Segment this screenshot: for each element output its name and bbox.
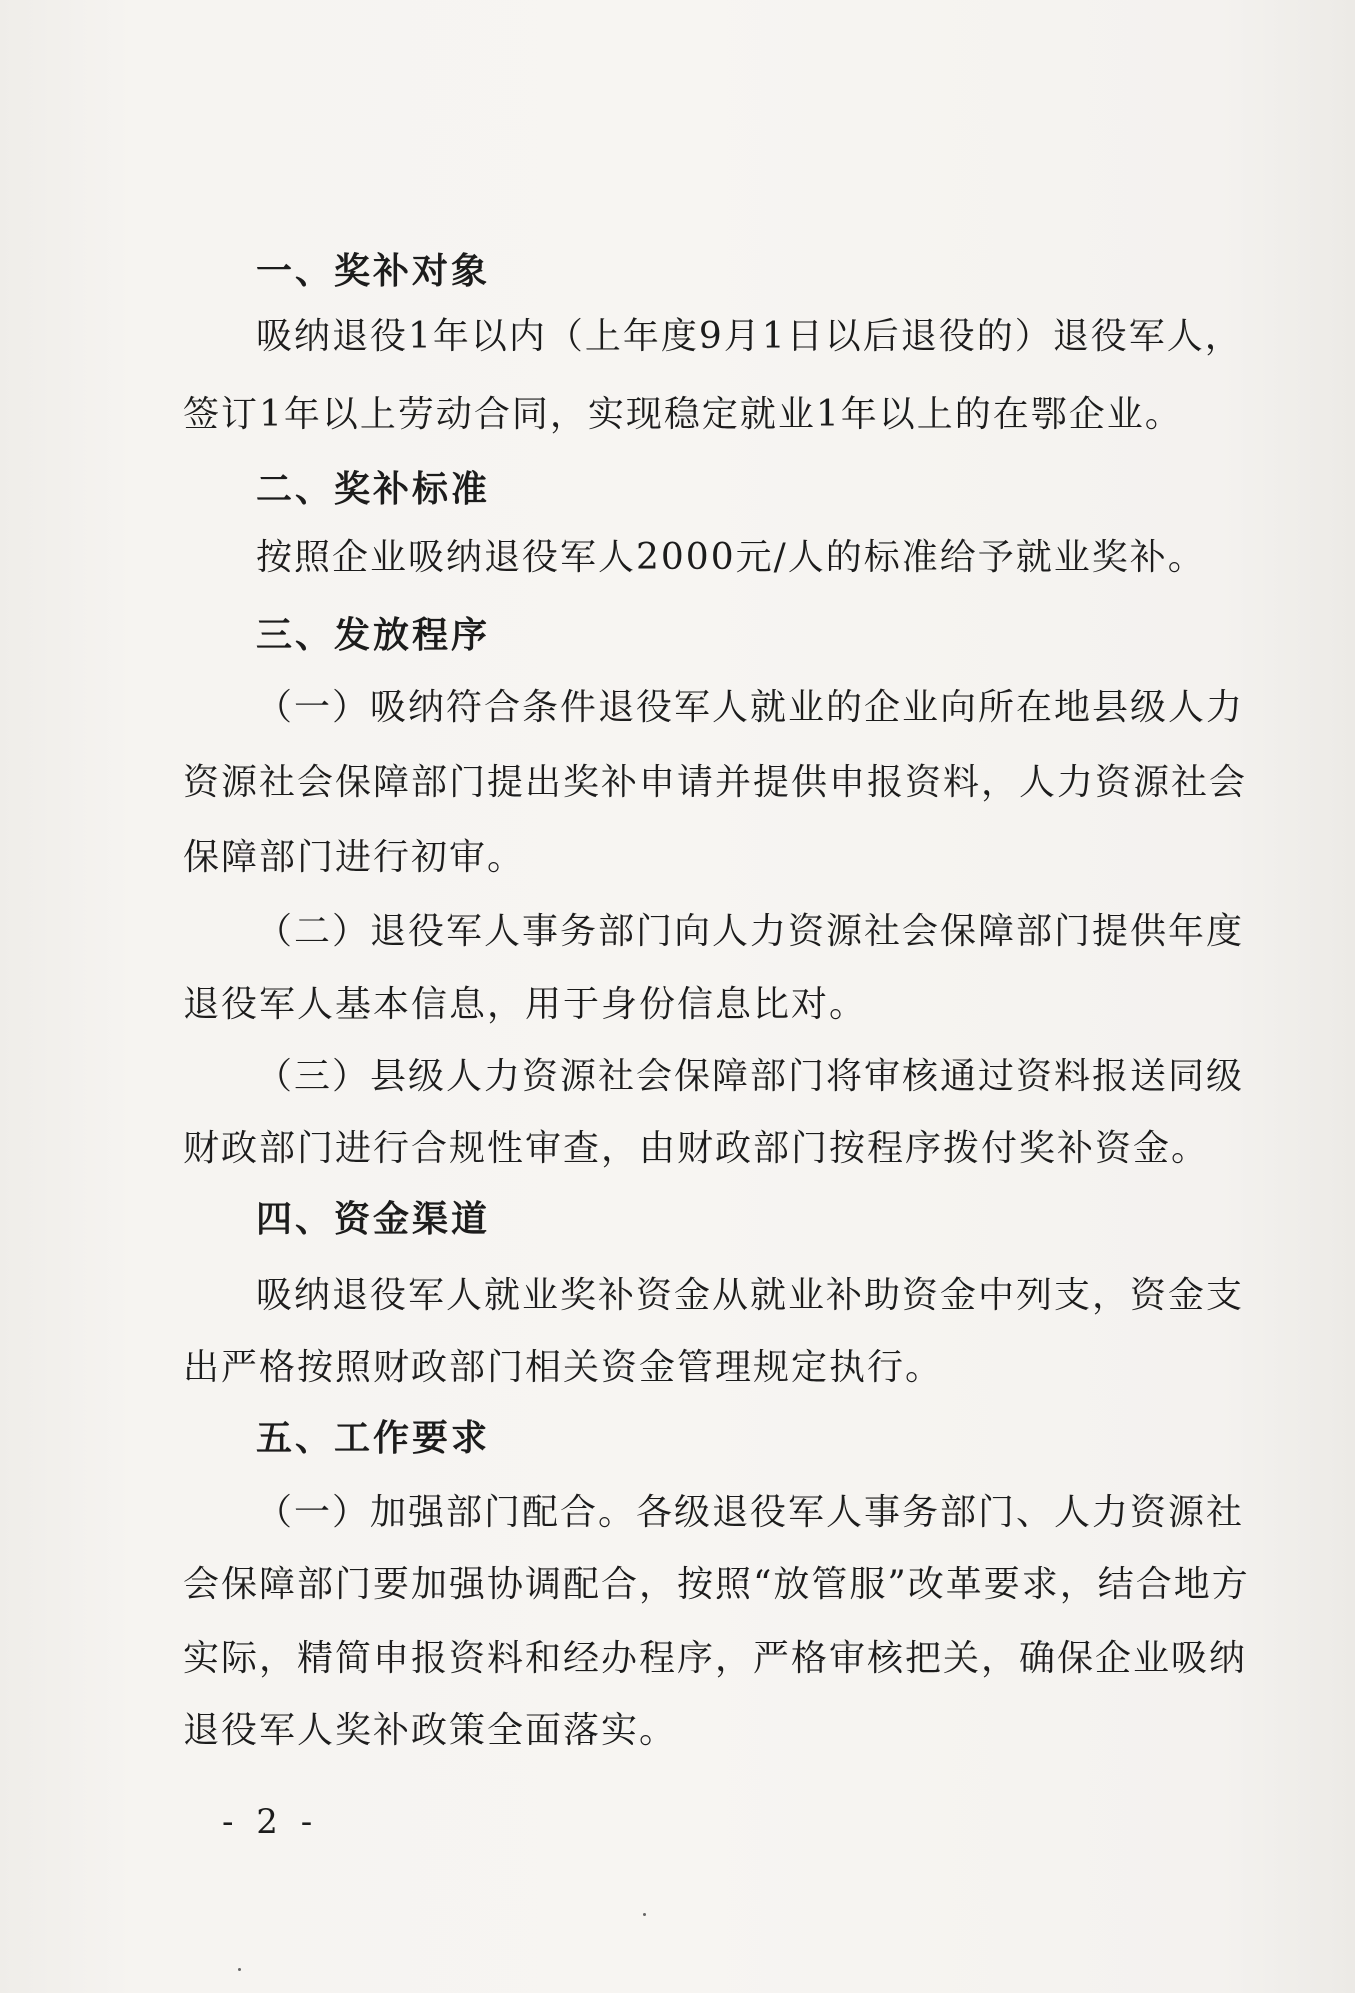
section-3-item-1-line: 资源社会保障部门提出奖补申请并提供申报资料，人力资源社会 [183, 762, 1248, 803]
page-number: - 2 - [222, 1802, 319, 1842]
section-4-text-line: 出严格按照财政部门相关资金管理规定执行。 [183, 1347, 944, 1388]
section-3-heading: 三、发放程序 [256, 615, 491, 656]
section-3-item-3-line: 财政部门进行合规性审查，由财政部门按程序拨付奖补资金。 [183, 1128, 1210, 1169]
section-3-item-2-line: （二）退役军人事务部门向人力资源社会保障部门提供年度 [256, 911, 1245, 952]
section-3-item-3-line: （三）县级人力资源社会保障部门将审核通过资料报送同级 [256, 1056, 1245, 1097]
section-4-text-line: 吸纳退役军人就业奖补资金从就业补助资金中列支，资金支 [256, 1275, 1245, 1316]
scan-speck [238, 1968, 241, 1971]
section-3-item-2-line: 退役军人基本信息，用于身份信息比对。 [183, 984, 868, 1025]
section-2-text-line: 按照企业吸纳退役军人2000元/人的标准给予就业奖补。 [256, 537, 1206, 578]
section-5-heading: 五、工作要求 [256, 1418, 491, 1459]
section-5-item-1-line: 退役军人奖补政策全面落实。 [183, 1710, 678, 1751]
section-1-heading: 一、奖补对象 [256, 251, 491, 292]
section-1-text-line: 签订1年以上劳动合同，实现稳定就业1年以上的在鄂企业。 [183, 394, 1183, 435]
section-5-item-1-line: 会保障部门要加强协调配合，按照“放管服”改革要求，结合地方 [183, 1564, 1250, 1605]
section-3-item-1-line: 保障部门进行初审。 [183, 837, 526, 878]
section-1-text-line: 吸纳退役1年以内（上年度9月1日以后退役的）退役军人， [256, 316, 1243, 357]
section-5-item-1-line: （一）加强部门配合。各级退役军人事务部门、人力资源社 [256, 1492, 1245, 1533]
scan-speck [643, 1913, 646, 1916]
section-4-heading: 四、资金渠道 [256, 1199, 491, 1240]
section-2-heading: 二、奖补标准 [256, 469, 491, 510]
section-3-item-1-line: （一）吸纳符合条件退役军人就业的企业向所在地县级人力 [256, 687, 1245, 728]
section-5-item-1-line: 实际，精简申报资料和经办程序，严格审核把关，确保企业吸纳 [183, 1638, 1248, 1679]
